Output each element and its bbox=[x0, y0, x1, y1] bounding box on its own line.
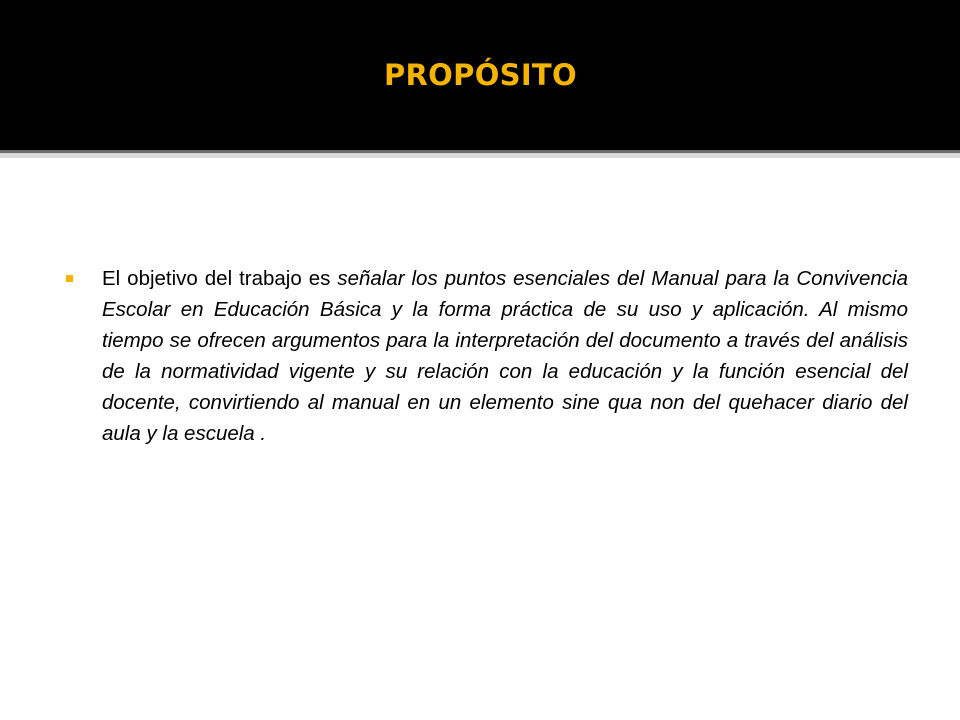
bullet-list bbox=[66, 263, 908, 449]
header-band bbox=[0, 0, 960, 150]
header-divider-shadow bbox=[0, 153, 960, 158]
square-bullet-icon bbox=[66, 275, 73, 282]
bullet-paragraph bbox=[102, 263, 908, 449]
bullet-lead-text: El objetivo del trabajo es bbox=[102, 267, 338, 290]
bullet-item bbox=[66, 263, 908, 449]
bullet-italic-text: señalar los puntos esenciales del Manual para la Convivencia Escolar en Educación Básica y la forma práctica de su uso y aplicación. Al mismo tiempo se ofrecen argumentos para la interpretación del documento a través del análisis de la normatividad vigente y su relación con la educación y la función esencial del docente, convirtiendo al manual en un elemento sine qua non del quehacer diario del aula y la escuela . bbox=[102, 267, 908, 445]
slide-title: PROPÓSITO bbox=[384, 58, 577, 92]
